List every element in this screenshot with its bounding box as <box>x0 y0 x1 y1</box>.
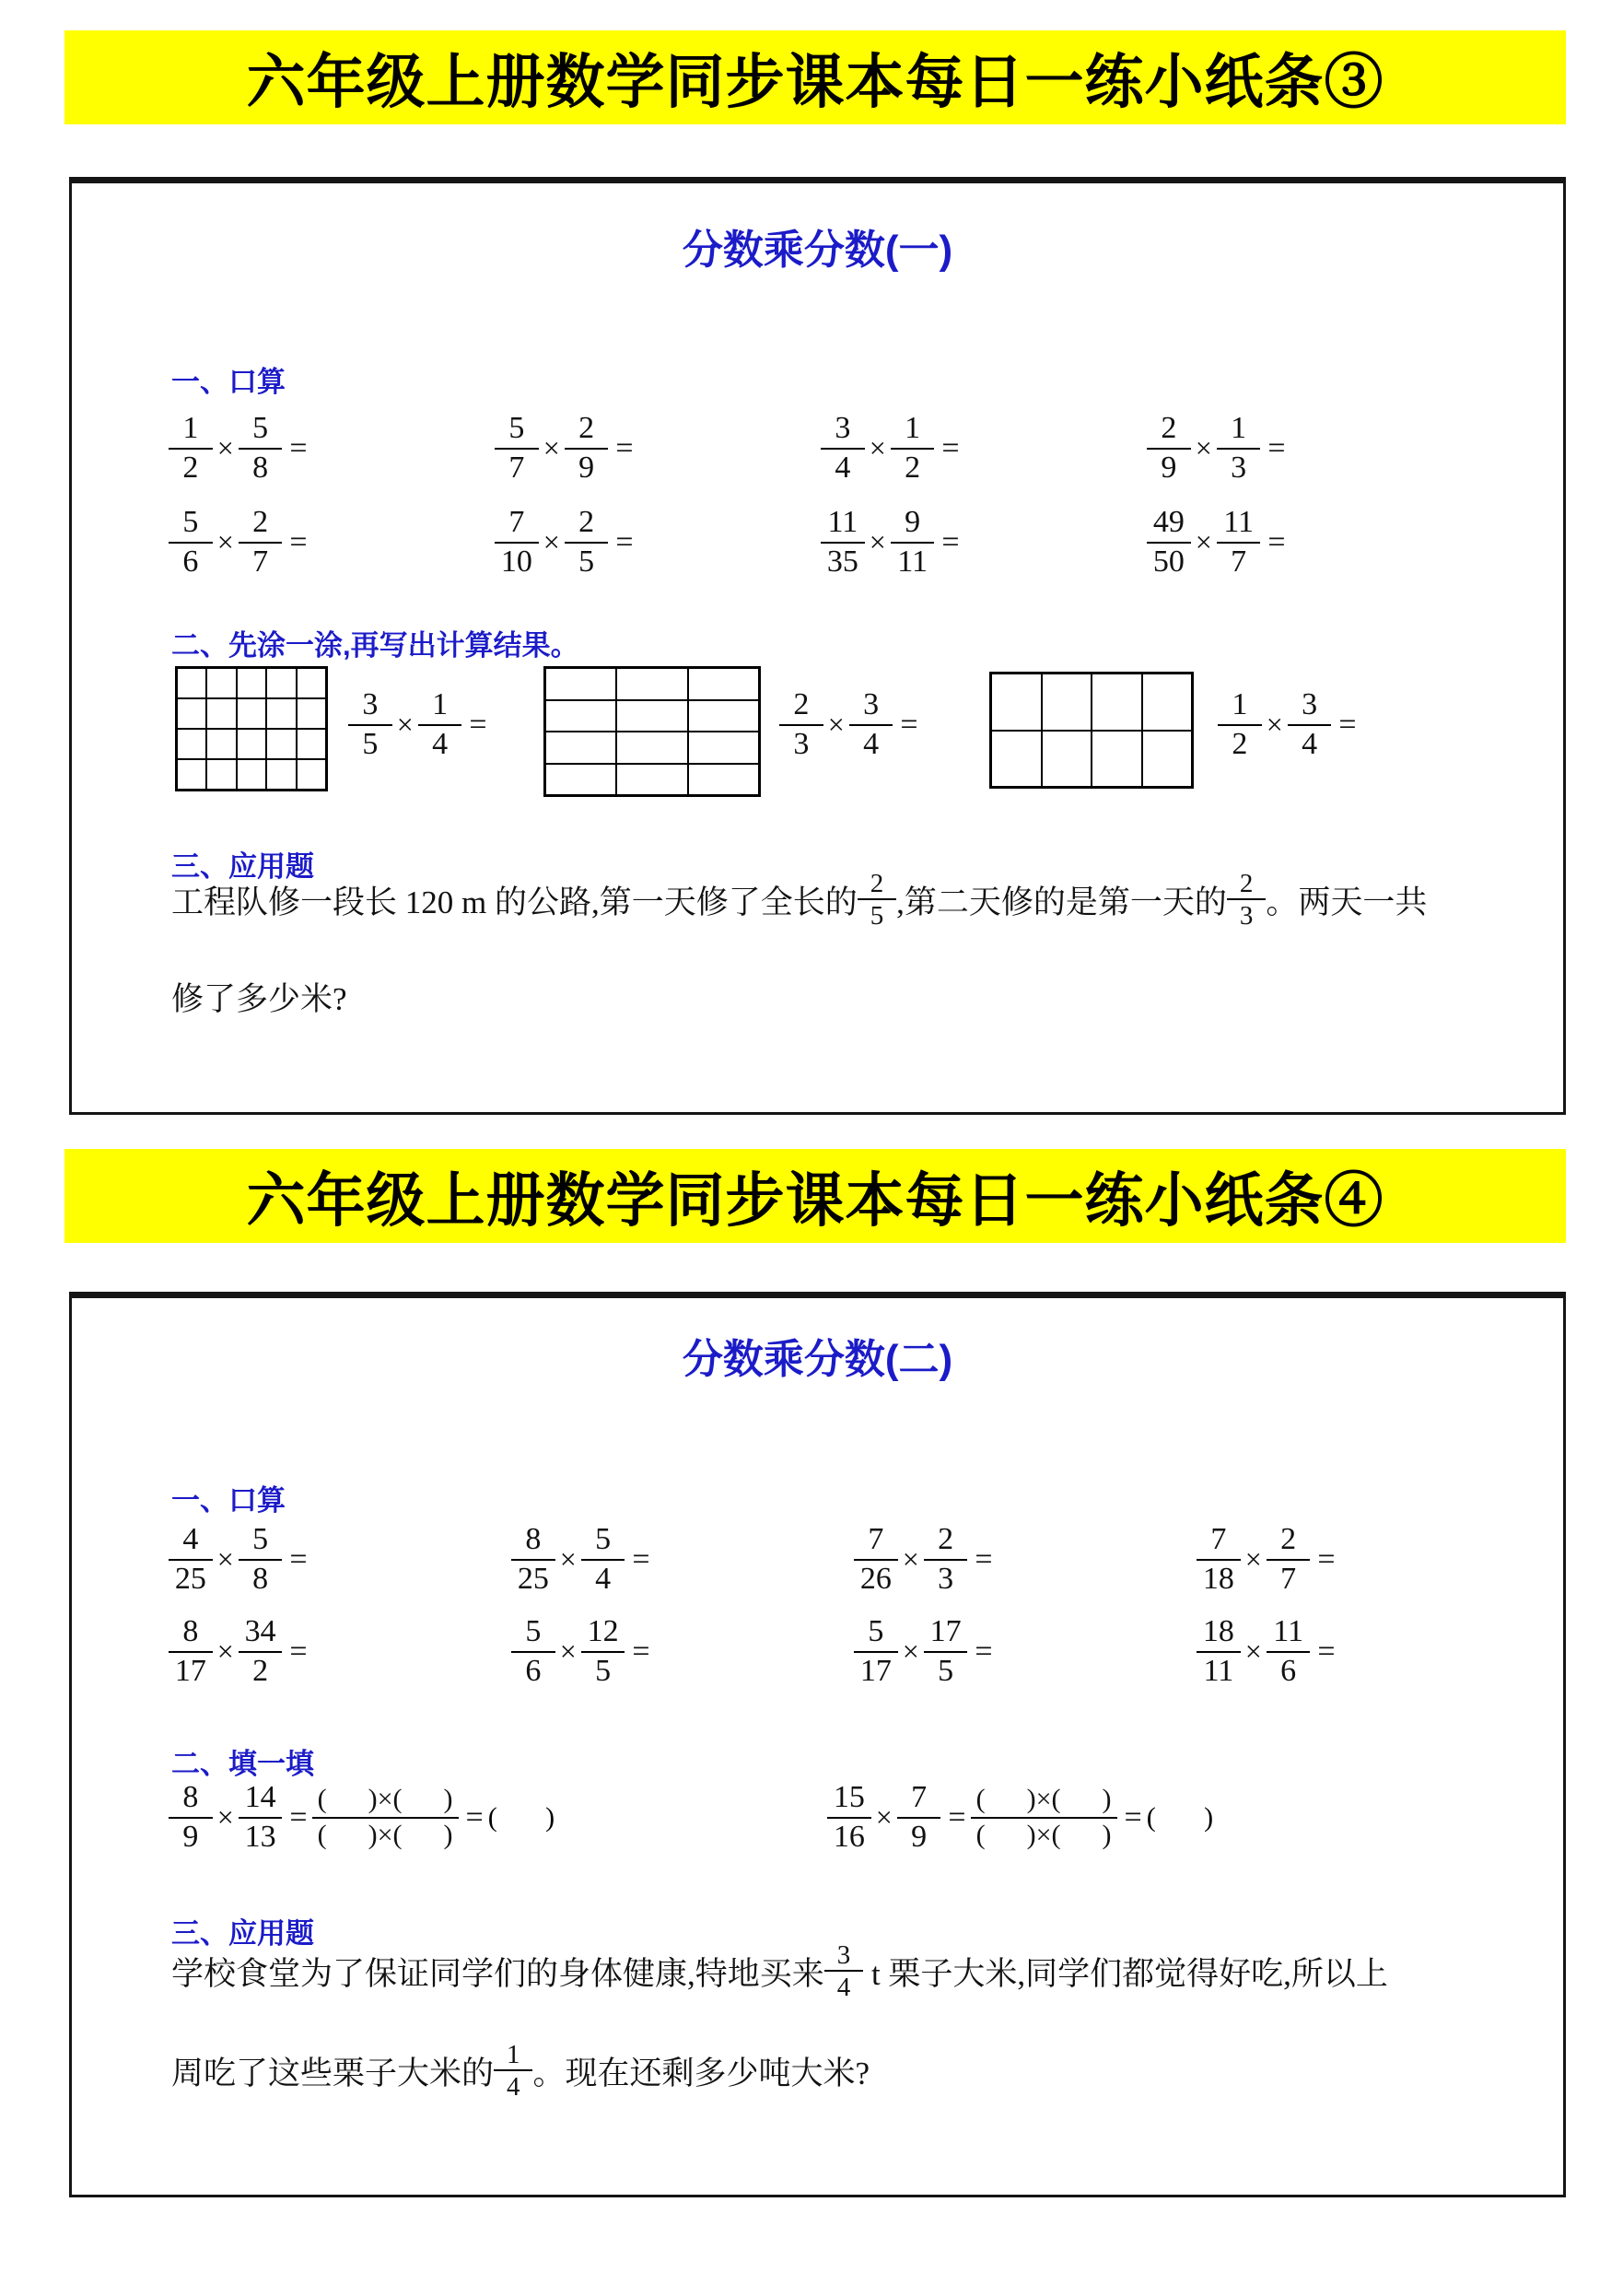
fraction <box>494 2041 532 2102</box>
fraction <box>824 1941 863 2002</box>
fraction <box>511 1523 555 1596</box>
fill-in-problem <box>169 1781 555 1854</box>
grid-cell <box>1042 674 1092 731</box>
fraction <box>169 1523 213 1596</box>
denominator: 17 <box>174 1653 206 1688</box>
word-problem-line2 <box>171 2041 870 2102</box>
denominator: 4 <box>836 1973 851 2003</box>
grid-fraction-problem <box>1218 688 1361 761</box>
denominator: 3 <box>793 726 810 761</box>
sheet2-section3-heading: 三、应用题 <box>171 1917 314 1950</box>
multiply-sign: × <box>216 1542 234 1576</box>
fraction <box>1147 506 1191 579</box>
equals-sign: = <box>1267 430 1286 465</box>
equals-sign: = <box>289 1799 308 1834</box>
equals-sign: = <box>465 1799 484 1834</box>
numerator: 1 <box>1218 688 1262 726</box>
fraction <box>495 506 539 579</box>
oral-problem <box>169 506 495 579</box>
denominator: 18 <box>1202 1561 1234 1596</box>
multiply-sign: × <box>396 708 414 742</box>
denominator: 6 <box>182 544 199 579</box>
blank-denominator: ( )×( ) <box>975 1819 1112 1850</box>
fraction <box>581 1615 625 1688</box>
numerator: 15 <box>827 1781 871 1819</box>
grid-cell <box>1142 731 1193 788</box>
grid-cell <box>545 668 616 700</box>
denominator: 13 <box>244 1819 276 1854</box>
grid-cell <box>545 700 616 732</box>
equals-sign: = <box>900 707 918 742</box>
fraction <box>1218 688 1262 761</box>
numerator: 11 <box>1267 1615 1311 1653</box>
numerator: 11 <box>821 506 865 544</box>
multiply-sign: × <box>559 1634 577 1669</box>
numerator: 49 <box>1147 506 1191 544</box>
denominator: 2 <box>905 450 921 485</box>
multiply-sign: × <box>1195 431 1212 465</box>
denominator: 9 <box>911 1819 928 1854</box>
numerator: 12 <box>581 1615 625 1653</box>
fraction <box>495 412 539 485</box>
grid-cell <box>206 729 236 759</box>
numerator: 1 <box>891 412 935 450</box>
word-problem-text: 工程队修一段长 120 m 的公路,第一天修了全长的 <box>171 884 858 920</box>
fraction <box>854 1615 898 1688</box>
fraction <box>897 1781 941 1854</box>
denominator: 9 <box>1161 450 1177 485</box>
equals-sign: = <box>948 1799 966 1834</box>
sheet1-oral-row1 <box>169 412 1473 485</box>
numerator: 2 <box>1227 870 1266 900</box>
oral-problem <box>1197 1523 1539 1596</box>
oral-problem <box>821 412 1147 485</box>
grid-cell <box>206 698 236 729</box>
denominator: 5 <box>938 1653 954 1688</box>
numerator: 2 <box>924 1523 968 1561</box>
numerator: 5 <box>169 506 213 544</box>
grid-cell <box>297 698 326 729</box>
denominator: 5 <box>362 726 379 761</box>
multiply-sign: × <box>1244 1542 1262 1576</box>
grid-cell <box>991 731 1042 788</box>
fraction <box>1147 412 1191 485</box>
multiply-sign: × <box>902 1542 919 1576</box>
fraction <box>1217 506 1261 579</box>
grid-cell <box>177 759 206 790</box>
numerator: 9 <box>891 506 935 544</box>
numerator: 3 <box>824 1941 863 1972</box>
fraction <box>239 412 283 485</box>
denominator: 8 <box>252 1561 269 1596</box>
word-problem-text: t 栗子大米,同学们都觉得好吃,所以上 <box>863 1955 1388 1992</box>
grid-cell <box>237 668 266 698</box>
grid-cell <box>177 698 206 729</box>
numerator: 5 <box>239 412 283 450</box>
numerator: 5 <box>511 1615 555 1653</box>
sheet2-section1-heading: 一、口算 <box>171 1484 286 1517</box>
fraction <box>239 506 283 579</box>
equals-sign: = <box>289 430 308 465</box>
fraction <box>239 1781 283 1854</box>
sheet1-title: 分数乘分数(一) <box>682 228 953 273</box>
fraction <box>1227 870 1266 931</box>
fraction <box>169 1615 213 1688</box>
denominator: 2 <box>182 450 199 485</box>
denominator: 7 <box>252 544 269 579</box>
numerator: 2 <box>779 688 823 726</box>
oral-problem <box>495 412 821 485</box>
fraction <box>239 1615 283 1688</box>
denominator: 16 <box>833 1819 865 1854</box>
equals-sign: = <box>289 1634 308 1669</box>
numerator: 7 <box>854 1523 898 1561</box>
numerator: 1 <box>494 2041 532 2071</box>
banner-top-title: 六年级上册数学同步课本每日一练小纸条③ <box>246 49 1384 115</box>
multiply-sign: × <box>1266 708 1283 742</box>
multiply-sign: × <box>875 1800 893 1834</box>
oral-problem <box>169 1523 511 1596</box>
blank-result: ( ) <box>1146 1801 1214 1833</box>
equals-sign: = <box>289 1541 308 1576</box>
blank-denominator: ( )×( ) <box>317 1819 453 1850</box>
fraction <box>1217 412 1261 485</box>
fraction <box>891 506 935 579</box>
fraction <box>565 506 609 579</box>
fraction <box>821 506 865 579</box>
grid-cell <box>688 668 759 700</box>
equals-sign: = <box>289 524 308 559</box>
numerator: 5 <box>239 1523 283 1561</box>
grid-cell <box>297 729 326 759</box>
grid-cell <box>616 668 687 700</box>
denominator: 3 <box>938 1561 954 1596</box>
fraction <box>239 1523 283 1596</box>
fraction <box>169 1781 213 1854</box>
grid-cell <box>237 698 266 729</box>
fraction <box>821 412 865 485</box>
grid-cell <box>177 729 206 759</box>
denominator: 4 <box>1302 726 1318 761</box>
multiply-sign: × <box>216 1800 234 1834</box>
fraction <box>849 688 893 761</box>
numerator: 7 <box>897 1781 941 1819</box>
grid-cell <box>688 764 759 796</box>
paint-grid-5x4 <box>175 666 328 791</box>
word-problem-text: ,第二天修的是第一天的 <box>896 884 1227 920</box>
multiply-sign: × <box>216 525 234 559</box>
oral-problem <box>1147 412 1473 485</box>
numerator: 8 <box>169 1615 213 1653</box>
denominator: 11 <box>897 544 928 579</box>
equals-sign: = <box>615 430 634 465</box>
grid-cell <box>177 668 206 698</box>
multiply-sign: × <box>902 1634 919 1669</box>
fraction <box>779 688 823 761</box>
equals-sign: = <box>941 524 960 559</box>
denominator: 7 <box>508 450 525 485</box>
fraction <box>565 412 609 485</box>
grid-cell <box>616 764 687 796</box>
sheet1-section3-heading: 三、应用题 <box>171 850 314 883</box>
fraction <box>581 1523 625 1596</box>
denominator: 9 <box>182 1819 199 1854</box>
numerator: 1 <box>1217 412 1261 450</box>
equals-sign: = <box>615 524 634 559</box>
denominator: 6 <box>1280 1653 1297 1688</box>
oral-problem <box>854 1523 1197 1596</box>
fraction <box>1267 1523 1311 1596</box>
grid-cell <box>545 764 616 796</box>
fraction <box>924 1523 968 1596</box>
multiply-sign: × <box>543 431 560 465</box>
denominator: 25 <box>517 1561 549 1596</box>
oral-problem <box>854 1615 1197 1688</box>
denominator: 50 <box>1152 544 1185 579</box>
oral-problem <box>511 1523 854 1596</box>
word-problem-text: 周吃了这些栗子大米的 <box>171 2055 495 2091</box>
equals-sign: = <box>632 1634 650 1669</box>
denominator: 5 <box>578 544 595 579</box>
numerator: 2 <box>565 412 609 450</box>
equals-sign: = <box>1267 524 1286 559</box>
fraction <box>1197 1523 1241 1596</box>
word-problem-text: 学校食堂为了保证同学们的身体健康,特地买来 <box>171 1955 824 1992</box>
denominator: 7 <box>1280 1561 1297 1596</box>
denominator: 5 <box>870 901 884 931</box>
denominator: 9 <box>578 450 595 485</box>
numerator: 3 <box>348 688 392 726</box>
equals-sign: = <box>632 1541 650 1576</box>
numerator: 7 <box>1197 1523 1241 1561</box>
fraction <box>511 1615 555 1688</box>
grid-cell <box>266 698 296 729</box>
equals-sign: = <box>1317 1541 1336 1576</box>
equals-sign: = <box>941 430 960 465</box>
oral-problem <box>1197 1615 1539 1688</box>
oral-problem <box>821 506 1147 579</box>
fraction <box>1197 1615 1241 1688</box>
grid-cell <box>1092 674 1142 731</box>
numerator: 3 <box>849 688 893 726</box>
grid-cell <box>545 732 616 764</box>
numerator: 14 <box>239 1781 283 1819</box>
fraction <box>348 688 392 761</box>
fraction <box>854 1523 898 1596</box>
denominator: 7 <box>1231 544 1247 579</box>
equals-sign: = <box>1124 1799 1142 1834</box>
grid-cell <box>297 759 326 790</box>
numerator: 7 <box>495 506 539 544</box>
paint-grid-4x2 <box>989 672 1194 789</box>
numerator: 34 <box>239 1615 283 1653</box>
numerator: 2 <box>1147 412 1191 450</box>
numerator: 5 <box>581 1523 625 1561</box>
grid-cell <box>297 668 326 698</box>
word-problem-line2 <box>171 974 347 1020</box>
fraction <box>169 506 213 579</box>
denominator: 35 <box>826 544 858 579</box>
grid-cell <box>266 668 296 698</box>
multiply-sign: × <box>1244 1634 1262 1669</box>
word-problem-line1 <box>171 870 1427 931</box>
banner-top <box>64 30 1566 124</box>
grid-cell <box>206 759 236 790</box>
denominator: 5 <box>595 1653 612 1688</box>
sheet2-title: 分数乘分数(二) <box>682 1337 953 1382</box>
denominator: 10 <box>500 544 532 579</box>
worksheet-box-2 <box>69 1292 1566 2197</box>
multiply-sign: × <box>1195 525 1212 559</box>
denominator: 3 <box>1231 450 1247 485</box>
sheet1-oral-row2 <box>169 506 1473 579</box>
worksheet-box-1 <box>69 177 1566 1115</box>
multiply-sign: × <box>216 431 234 465</box>
grid-cell <box>266 729 296 759</box>
fraction <box>1267 1615 1311 1688</box>
denominator: 4 <box>595 1561 612 1596</box>
multiply-sign: × <box>543 525 560 559</box>
denominator: 4 <box>835 450 851 485</box>
oral-problem <box>1147 506 1473 579</box>
fraction <box>827 1781 871 1854</box>
numerator: 1 <box>169 412 213 450</box>
sheet1-section1-heading: 一、口算 <box>171 366 286 398</box>
denominator: 4 <box>863 726 880 761</box>
fill-in-problem <box>827 1781 1213 1854</box>
fraction <box>924 1615 968 1688</box>
multiply-sign: × <box>559 1542 577 1576</box>
numerator: 4 <box>169 1523 213 1561</box>
equals-sign: = <box>1338 707 1357 742</box>
grid-fraction-problem <box>348 688 492 761</box>
word-problem-text: 。现在还剩多少吨大米? <box>532 2055 870 2091</box>
denominator: 2 <box>1232 726 1248 761</box>
denominator: 8 <box>252 450 269 485</box>
word-problem-text: 修了多少米? <box>171 981 347 1017</box>
fraction <box>418 688 462 761</box>
grid-cell <box>237 729 266 759</box>
numerator: 18 <box>1197 1615 1241 1653</box>
grid-cell <box>616 700 687 732</box>
blank-numerator: ( )×( ) <box>971 1785 1117 1818</box>
denominator: 11 <box>1203 1653 1234 1688</box>
numerator: 11 <box>1217 506 1261 544</box>
grid-cell <box>1142 674 1193 731</box>
numerator: 5 <box>495 412 539 450</box>
numerator: 3 <box>1288 688 1332 726</box>
numerator: 2 <box>858 870 896 900</box>
multiply-sign: × <box>827 708 845 742</box>
grid-cell <box>1092 731 1142 788</box>
grid-cell <box>206 668 236 698</box>
numerator: 17 <box>924 1615 968 1653</box>
denominator: 2 <box>252 1653 269 1688</box>
equals-sign: = <box>1317 1634 1336 1669</box>
numerator: 8 <box>169 1781 213 1819</box>
multiply-sign: × <box>869 525 886 559</box>
paint-grid-3x4 <box>543 666 761 797</box>
blank-product-fraction <box>971 1785 1117 1850</box>
fraction <box>858 870 896 931</box>
denominator: 25 <box>174 1561 206 1596</box>
oral-problem <box>495 506 821 579</box>
grid-cell <box>266 759 296 790</box>
sheet1-section2-heading: 二、先涂一涂,再写出计算结果。 <box>171 629 579 662</box>
banner-bottom <box>64 1149 1566 1243</box>
word-problem-line1 <box>171 1941 1388 2002</box>
grid-cell <box>616 732 687 764</box>
word-problem-text: 。两天一共 <box>1266 884 1428 920</box>
numerator: 3 <box>821 412 865 450</box>
grid-cell <box>688 700 759 732</box>
blank-result: ( ) <box>487 1801 555 1833</box>
oral-problem <box>511 1615 854 1688</box>
denominator: 4 <box>432 726 449 761</box>
blank-product-fraction <box>312 1785 459 1850</box>
grid-cell <box>688 732 759 764</box>
grid-cell <box>991 674 1042 731</box>
fraction <box>1288 688 1332 761</box>
denominator: 26 <box>859 1561 892 1596</box>
grid-fraction-problem <box>779 688 923 761</box>
sheet2-oral-row1 <box>169 1523 1539 1596</box>
blank-numerator: ( )×( ) <box>312 1785 459 1818</box>
multiply-sign: × <box>869 431 886 465</box>
sheet2-oral-row2 <box>169 1615 1539 1688</box>
denominator: 17 <box>859 1653 892 1688</box>
fraction <box>169 412 213 485</box>
numerator: 8 <box>511 1523 555 1561</box>
grid-cell <box>1042 731 1092 788</box>
fraction <box>891 412 935 485</box>
equals-sign: = <box>469 707 487 742</box>
denominator: 4 <box>506 2072 520 2103</box>
equals-sign: = <box>975 1634 993 1669</box>
oral-problem <box>169 412 495 485</box>
denominator: 3 <box>1239 901 1254 931</box>
numerator: 1 <box>418 688 462 726</box>
sheet2-section2-heading: 二、填一填 <box>171 1748 314 1780</box>
banner-bottom-title: 六年级上册数学同步课本每日一练小纸条④ <box>246 1167 1384 1234</box>
equals-sign: = <box>975 1541 993 1576</box>
multiply-sign: × <box>216 1634 234 1669</box>
grid-cell <box>237 759 266 790</box>
numerator: 5 <box>854 1615 898 1653</box>
numerator: 2 <box>565 506 609 544</box>
numerator: 2 <box>1267 1523 1311 1561</box>
numerator: 2 <box>239 506 283 544</box>
denominator: 6 <box>525 1653 542 1688</box>
oral-problem <box>169 1615 511 1688</box>
